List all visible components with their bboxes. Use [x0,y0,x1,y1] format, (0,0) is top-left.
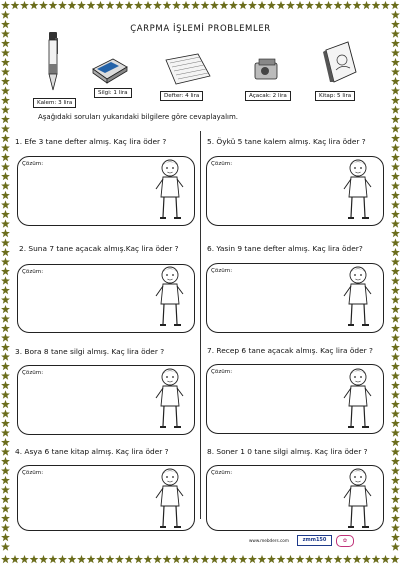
border-star [391,286,400,294]
border-star [153,1,162,9]
border-star [372,555,381,563]
border-star [153,555,162,563]
border-star [391,67,400,75]
border-star [391,86,400,94]
border-star [1,124,10,132]
border-star [106,555,115,563]
border-star [20,555,29,563]
border-star [1,447,10,455]
solution-label: Çözüm: [22,470,44,476]
footer-logo: ✿ [336,535,354,547]
border-star [1,105,10,113]
price-label-book: Kitap: 5 lira [315,91,355,101]
border-star [296,555,305,563]
border-star [391,495,400,503]
border-star [391,305,400,313]
border-star [210,1,219,9]
border-star [1,172,10,180]
border-star [277,1,286,9]
child-illustration [338,264,378,332]
border-star [391,181,400,189]
border-star [286,1,295,9]
border-star [1,238,10,246]
question-5: 5. Öykü 5 tane kalem almış. Kaç lira öder ? [207,137,366,146]
child-illustration [150,264,190,332]
border-star [1,362,10,370]
border-star [1,276,10,284]
border-star [1,1,10,9]
border-star [391,219,400,227]
border-star [49,555,58,563]
border-star [391,295,400,303]
solution-label: Çözüm: [211,161,233,167]
border-star [391,124,400,132]
border-star [1,295,10,303]
border-star [182,555,191,563]
border-star [1,191,10,199]
page-title: ÇARPMA İŞLEMİ PROBLEMLER [130,24,271,34]
border-star [77,555,86,563]
border-star [391,238,400,246]
border-star [391,191,400,199]
border-star [1,134,10,142]
border-star [1,229,10,237]
question-4: 4. Asya 6 tane kitap almış. Kaç lira öder ? [15,447,169,456]
border-star [49,1,58,9]
border-star [334,1,343,9]
border-star [391,333,400,341]
border-star [1,210,10,218]
border-star [1,495,10,503]
border-star [1,409,10,417]
border-star [115,555,124,563]
border-star [1,400,10,408]
border-star [229,1,238,9]
border-star [391,162,400,170]
border-star [1,523,10,531]
border-star [1,533,10,541]
border-star [391,229,400,237]
border-star [220,1,229,9]
border-star [96,555,105,563]
border-star [391,115,400,123]
border-star [1,305,10,313]
border-star [391,314,400,322]
border-star [1,419,10,427]
border-star [391,400,400,408]
border-star [391,542,400,550]
solution-label: Çözüm: [22,370,44,376]
border-star [1,143,10,151]
border-star [134,555,143,563]
border-star [87,1,96,9]
border-star [1,286,10,294]
border-star [362,555,371,563]
border-star [1,248,10,256]
border-star [1,485,10,493]
border-star [305,1,314,9]
border-star [391,514,400,522]
border-star [1,333,10,341]
border-star [391,210,400,218]
price-label-pen: Kalem: 3 lira [33,98,76,108]
border-star [87,555,96,563]
border-star [391,381,400,389]
border-star [324,1,333,9]
question-1: 1. Efe 3 tane defter almış. Kaç lira öder ? [15,137,167,146]
border-star [248,1,257,9]
border-star [1,542,10,550]
border-star [1,58,10,66]
border-star [381,555,390,563]
border-star [391,77,400,85]
border-star [391,447,400,455]
border-star [391,48,400,56]
border-star [391,248,400,256]
border-star [391,58,400,66]
border-star [1,390,10,398]
border-star [1,67,10,75]
border-star [125,555,134,563]
border-star [391,143,400,151]
border-star [210,555,219,563]
border-star [391,153,400,161]
border-star [391,39,400,47]
border-star [391,200,400,208]
border-star [1,39,10,47]
border-star [115,1,124,9]
border-star [1,314,10,322]
border-star [191,555,200,563]
border-star [362,1,371,9]
border-star [1,200,10,208]
border-star [391,555,400,563]
child-illustration [338,157,378,225]
solution-label: Çözüm: [211,369,233,375]
border-star [391,466,400,474]
border-star [20,1,29,9]
border-star [343,555,352,563]
border-star [391,371,400,379]
border-star [391,10,400,18]
border-star [1,96,10,104]
solution-label: Çözüm: [211,470,233,476]
sharpener-icon [251,55,283,85]
border-star [391,457,400,465]
border-star [106,1,115,9]
border-star [1,267,10,275]
border-star [58,1,67,9]
border-star [163,1,172,9]
border-star [1,48,10,56]
border-star [391,96,400,104]
eraser-icon [89,55,131,85]
border-star [1,428,10,436]
border-star [391,390,400,398]
border-star [1,555,10,563]
border-star [391,257,400,265]
border-star [163,555,172,563]
border-star [315,555,324,563]
border-star [182,1,191,9]
solution-label: Çözüm: [22,161,44,167]
border-star [39,555,48,563]
child-illustration [150,157,190,225]
border-star [343,1,352,9]
border-star [1,115,10,123]
border-star [77,1,86,9]
border-star [68,555,77,563]
price-label-sharpener: Açacak: 2 lira [245,91,291,101]
border-star [391,343,400,351]
child-illustration [338,466,378,534]
border-star [1,219,10,227]
border-star [1,504,10,512]
border-star [1,10,10,18]
border-star [1,352,10,360]
border-star [381,1,390,9]
border-star [353,555,362,563]
border-star [30,1,39,9]
price-label-eraser: Silgi: 1 lira [94,88,132,98]
border-star [267,1,276,9]
border-star [1,324,10,332]
border-star [1,257,10,265]
border-star [391,476,400,484]
border-star [391,504,400,512]
question-7: 7. Recep 6 tane açacak almış. Kaç lira öder ? [207,346,373,355]
border-star [1,343,10,351]
border-star [248,555,257,563]
footer-site: www.mebders.com [249,538,289,543]
border-star [1,476,10,484]
border-star [239,1,248,9]
border-star [1,181,10,189]
border-star [172,1,181,9]
border-star [391,533,400,541]
border-star [30,555,39,563]
border-star [391,409,400,417]
border-star [144,555,153,563]
border-star [296,1,305,9]
question-2: 2. Suna 7 tane açacak almış.Kaç lira öder ? [19,244,179,253]
border-star [144,1,153,9]
border-star [391,419,400,427]
border-star [172,555,181,563]
border-star [391,267,400,275]
border-star [201,1,210,9]
border-star [11,555,20,563]
border-star [229,555,238,563]
border-star [1,77,10,85]
border-star [258,1,267,9]
question-6: 6. Yasin 9 tane defter almış. Kaç lira öder? [207,244,363,253]
notebook-icon [162,52,214,88]
border-star [391,485,400,493]
price-label-notebook: Defter: 4 lira [160,91,203,101]
border-star [96,1,105,9]
border-star [391,523,400,531]
question-3: 3. Bora 8 tane silgi almış. Kaç lira öder ? [15,347,165,356]
solution-label: Çözüm: [22,269,44,275]
border-star [391,352,400,360]
border-star [267,555,276,563]
child-illustration [338,366,378,434]
border-star [391,428,400,436]
question-8: 8. Soner 1 0 tane silgi almış. Kaç lira öder ? [207,447,368,456]
solution-label: Çözüm: [211,268,233,274]
border-star [134,1,143,9]
column-divider [200,131,201,519]
border-star [305,555,314,563]
border-star [1,514,10,522]
border-star [372,1,381,9]
border-star [58,555,67,563]
footer-badge: zmm150 [297,535,332,546]
border-star [391,362,400,370]
border-star [391,134,400,142]
border-star [353,1,362,9]
border-star [391,324,400,332]
border-star [258,555,267,563]
border-star [191,1,200,9]
border-star [68,1,77,9]
border-star [334,555,343,563]
border-star [1,457,10,465]
border-star [391,1,400,9]
border-star [315,1,324,9]
border-star [391,276,400,284]
border-star [39,1,48,9]
border-star [391,172,400,180]
border-star [1,371,10,379]
book-icon [320,40,360,84]
border-star [286,555,295,563]
border-star [1,466,10,474]
child-illustration [150,366,190,434]
border-star [391,105,400,113]
border-star [1,153,10,161]
border-star [125,1,134,9]
child-illustration [150,466,190,534]
border-star [277,555,286,563]
border-star [11,1,20,9]
border-star [324,555,333,563]
border-star [1,86,10,94]
pen-icon [44,30,62,92]
border-star [220,555,229,563]
border-star [201,555,210,563]
border-star [239,555,248,563]
border-star [1,381,10,389]
border-star [1,162,10,170]
instruction-text: Aşağıdaki soruları yukarıdaki bilgilere göre cevaplayalım. [38,113,239,121]
border-star [391,438,400,446]
border-star [1,438,10,446]
